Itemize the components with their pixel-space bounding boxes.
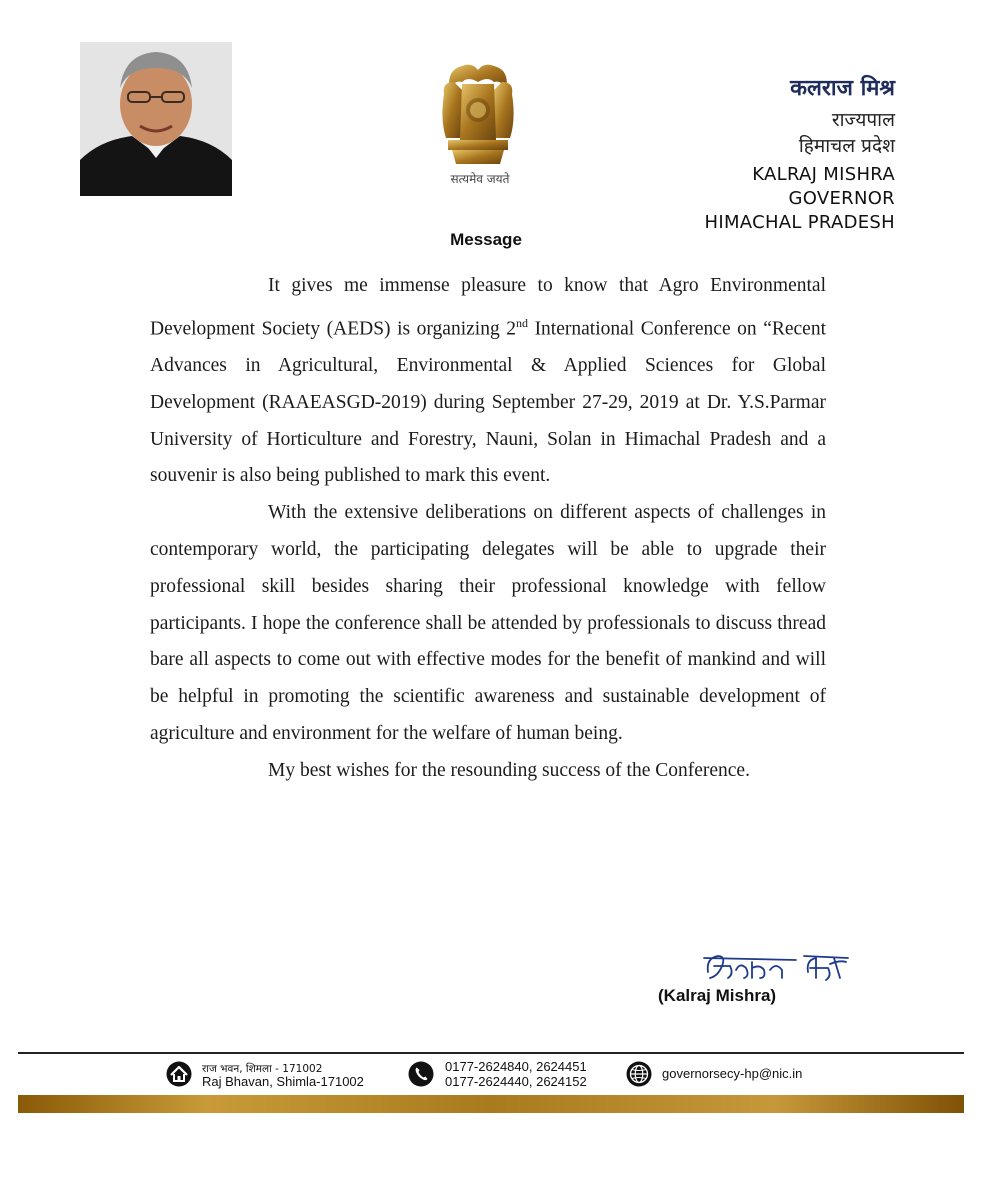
paragraph-text: It gives me immense pleasure to know that Agro Environmental Development Society (AEDS) is organizing 2 [150,275,826,340]
footer-divider [18,1052,964,1054]
governor-name-english: KALRAJ MISHRA [752,164,895,185]
national-emblem-icon [432,60,524,178]
phone-number-line2: 0177-2624440, 2624152 [445,1074,587,1089]
governor-title-hindi: राज्यपाल [831,109,895,131]
emblem-motto: सत्यमेव जयते [450,172,510,186]
message-paragraph [150,268,826,495]
governor-name-hindi: कलराज मिश्र [790,76,895,101]
paragraph-text: International Conference on “Recent Advances in Agricultural, Environmental & Applied Sciences for Global Development (RAAEASGD-2019) during September 27-29, 2019 at Dr. Y.S.Parmar University of Horticulture and Forestry, Nauni, Solan in Himachal Pradesh and a souvenir is also being published to mark this event. [150,318,827,487]
globe-icon [626,1061,652,1087]
home-icon [166,1061,192,1087]
email-address: governorsecy-hp@nic.in [662,1066,803,1081]
ordinal-suffix: nd [516,315,529,330]
governor-portrait [80,42,232,196]
message-body [150,268,826,790]
phone-icon [408,1061,434,1087]
address-english: Raj Bhavan, Shimla-171002 [202,1074,364,1089]
handwritten-signature [700,948,850,990]
signatory-name: (Kalraj Mishra) [658,986,777,1005]
footer-gold-band [18,1095,964,1113]
message-heading: Message [450,230,522,249]
address-hindi: राज भवन, शिमला - 171002 [202,1063,323,1075]
state-name-hindi: हिमाचल प्रदेश [798,135,895,157]
state-name-english: HIMACHAL PRADESH [704,212,895,233]
message-paragraph: With the extensive deliberations on different aspects of challenges in contemporary world, the participating delegates will be able to upgrade their professional skill besides sharing their professional knowledge with fellow participants. I hope the conference shall be attended by professionals to discuss thread bare all aspects to come out with effective modes for the benefit of mankind and will be helpful in promoting the scientific awareness and sustainable development of agriculture and environment for the welfare of human being. [150,502,826,745]
phone-number-line1: 0177-2624840, 2624451 [445,1059,587,1074]
message-paragraph: My best wishes for the resounding success of the Conference. [268,759,750,781]
governor-title-english: GOVERNOR [788,188,895,209]
